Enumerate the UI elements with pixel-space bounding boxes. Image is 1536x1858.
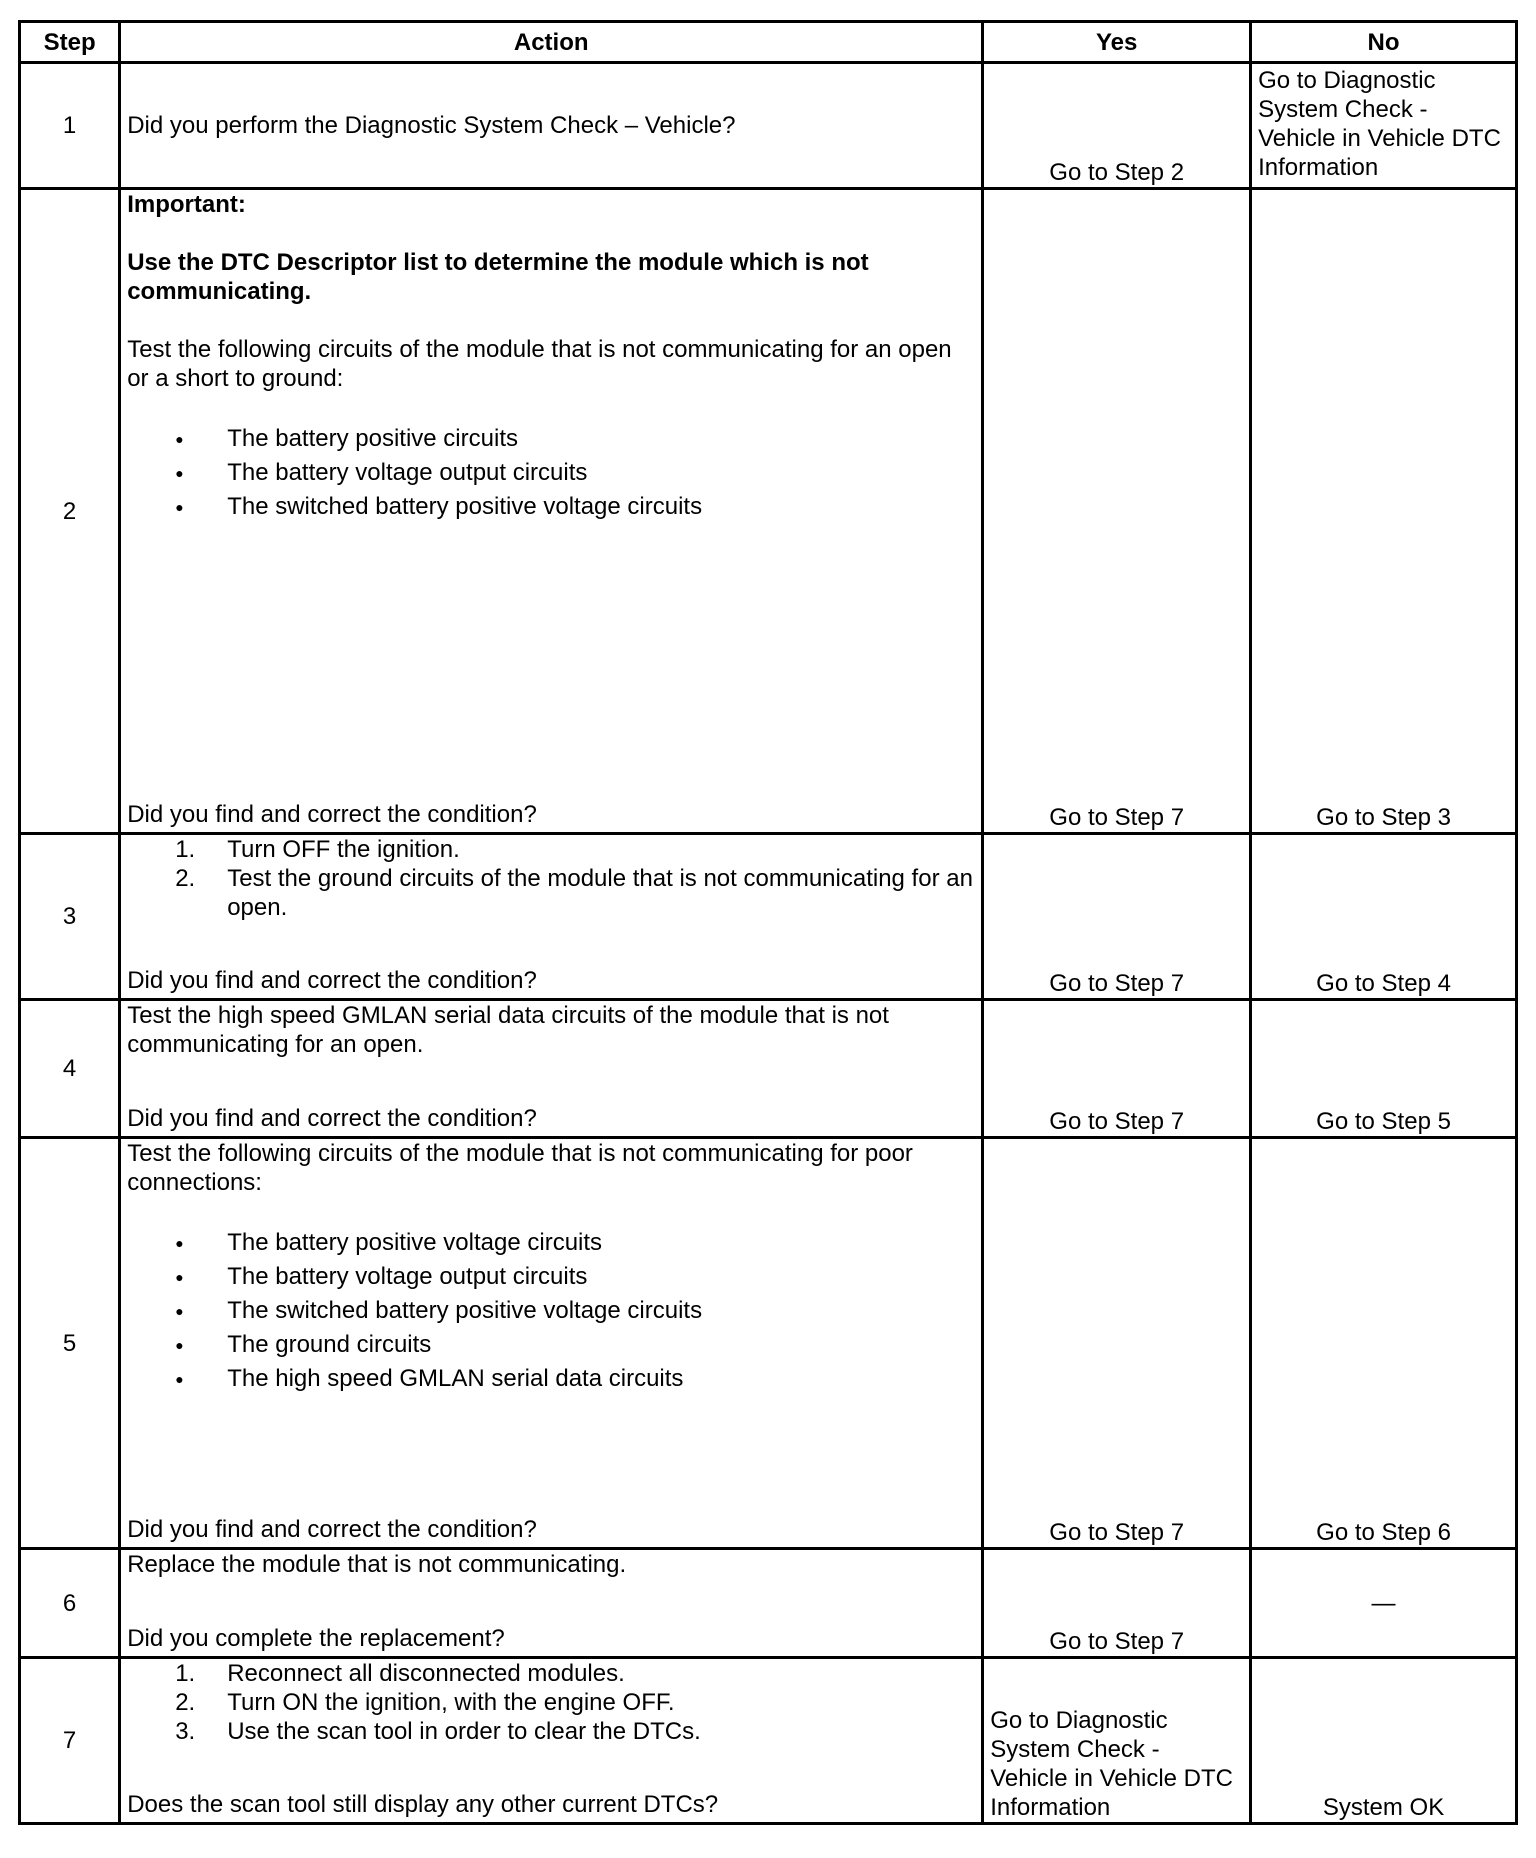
step-number: 1 [20,63,120,189]
important-label: Important: [127,191,246,218]
list-item [127,1717,975,1746]
item-number: 2. [175,1689,196,1716]
table-row [20,1138,1517,1549]
bullet-list [127,422,975,524]
header-yes: Yes [983,22,1251,63]
no-cell: Go to Step 6 [1251,1138,1517,1549]
item-number: 3. [175,1718,196,1745]
table-row [20,1000,1517,1138]
yes-cell: Go to Step 7 [983,1138,1251,1549]
instruction-text: Replace the module that is not communicating. [127,1551,627,1578]
question-text: Did you find and correct the condition? [127,967,537,994]
item-text: Use the scan tool in order to clear the DTCs. [227,1718,701,1745]
step-number: 7 [20,1658,120,1824]
list-item: ● The battery positive voltage circuits [127,1226,975,1260]
no-cell: System OK [1251,1658,1517,1824]
list-item: ● The ground circuits [127,1328,975,1362]
table-row [20,1549,1517,1658]
action-cell [120,63,983,189]
table-row [20,1658,1517,1824]
list-item [127,1659,975,1688]
item-number: 2. [175,865,196,892]
question-text: Did you complete the replacement? [127,1625,505,1652]
item-text: Test the ground circuits of the module that is not communicating for an open. [227,865,973,921]
action-cell [120,1549,983,1658]
table-row [20,63,1517,189]
step-number: 2 [20,189,120,834]
item-text: Turn OFF the ignition. [227,836,460,863]
question-text: Does the scan tool still display any other current DTCs? [127,1791,719,1818]
action-cell [120,1138,983,1549]
step-number: 6 [20,1549,120,1658]
header-no: No [1251,22,1517,63]
action-cell [120,834,983,1000]
header-action: Action [120,22,983,63]
step-number: 5 [20,1138,120,1549]
item-number: 1. [175,1660,196,1687]
list-item: ● The switched battery positive voltage circuits [127,1294,975,1328]
no-cell: Go to Step 5 [1251,1000,1517,1138]
instruction-text: Test the high speed GMLAN serial data circuits of the module that is not communicating for an open. [127,1002,889,1058]
action-cell [120,1658,983,1824]
yes-cell: Go to Step 2 [983,63,1251,189]
question-text: Did you perform the Diagnostic System Check – Vehicle? [127,112,736,139]
diagnostic-table [18,20,1518,1825]
question-text: Did you find and correct the condition? [127,801,537,828]
yes-cell: Go to Step 7 [983,1000,1251,1138]
action-cell [120,189,983,834]
no-cell: Go to Diagnostic System Check - Vehicle in Vehicle DTC Information [1251,63,1517,189]
list-item: ● The high speed GMLAN serial data circuits [127,1362,975,1396]
yes-cell: Go to Diagnostic System Check - Vehicle in Vehicle DTC Information [983,1658,1251,1824]
item-text: Reconnect all disconnected modules. [227,1660,625,1687]
bullet-list [127,1226,975,1396]
list-item [127,835,975,864]
step-number: 3 [20,834,120,1000]
header-step: Step [20,22,120,63]
yes-cell: Go to Step 7 [983,834,1251,1000]
list-item [127,1688,975,1717]
instruction-text: Test the following circuits of the module that is not communicating for poor connections: [127,1140,913,1196]
yes-cell: Go to Step 7 [983,1549,1251,1658]
action-cell [120,1000,983,1138]
no-cell: Go to Step 3 [1251,189,1517,834]
item-number: 1. [175,836,196,863]
yes-cell: Go to Step 7 [983,189,1251,834]
table-row [20,189,1517,834]
no-cell: Go to Step 4 [1251,834,1517,1000]
important-text: Use the DTC Descriptor list to determine the module which is not communicating. [127,249,869,305]
list-item [127,864,975,922]
list-item: ● The switched battery positive voltage circuits [127,490,975,524]
table-row [20,834,1517,1000]
header-row [20,22,1517,63]
question-text: Did you find and correct the condition? [127,1105,537,1132]
instruction-text: Test the following circuits of the module that is not communicating for an open or a short to ground: [127,336,952,392]
list-item: ● The battery voltage output circuits [127,456,975,490]
numbered-list [127,1659,975,1746]
list-item: ● The battery voltage output circuits [127,1260,975,1294]
numbered-list [127,835,975,922]
list-item: ● The battery positive circuits [127,422,975,456]
question-text: Did you find and correct the condition? [127,1516,537,1543]
step-number: 4 [20,1000,120,1138]
no-cell: — [1251,1549,1517,1658]
item-text: Turn ON the ignition, with the engine OFF. [227,1689,675,1716]
